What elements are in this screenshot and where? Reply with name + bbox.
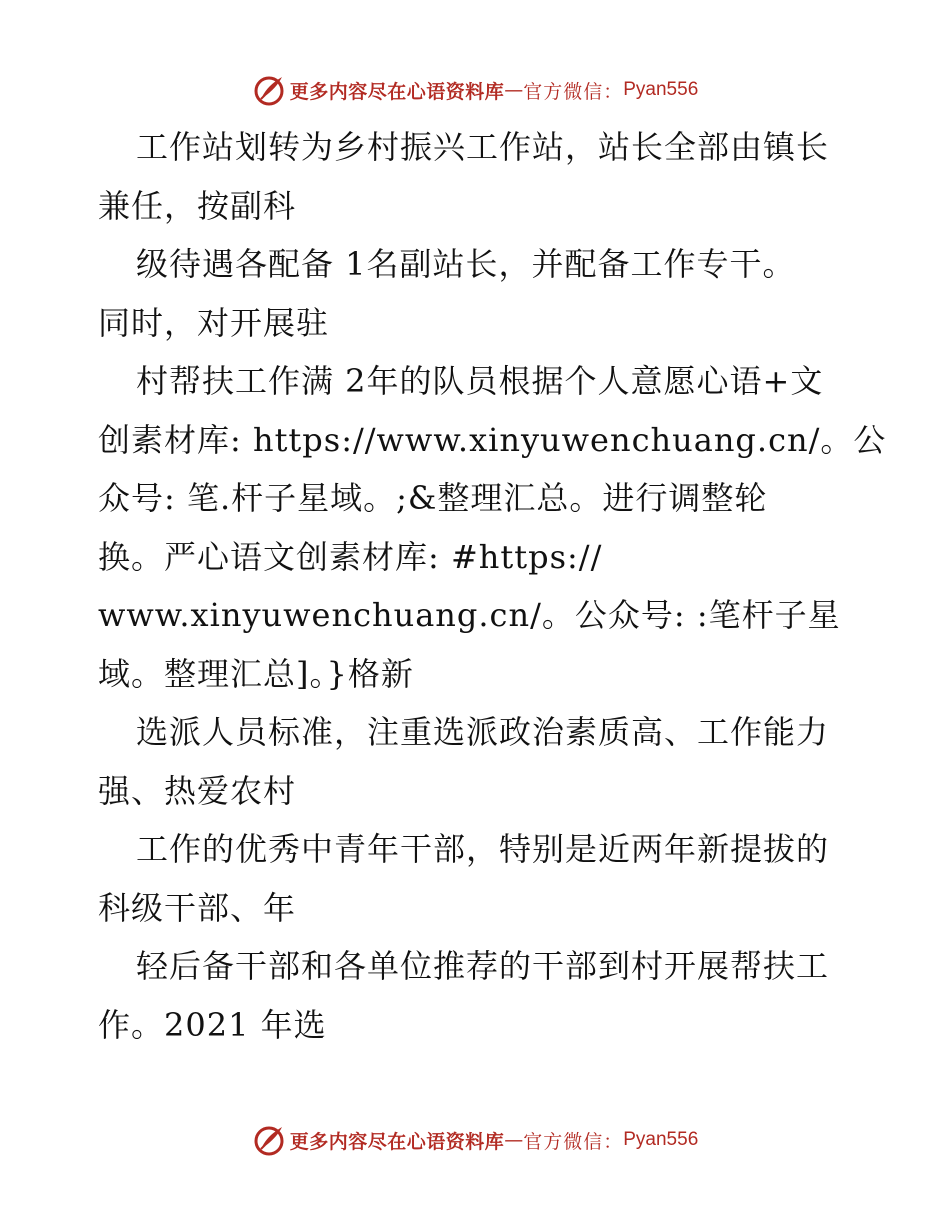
text-line: 村帮扶工作满 2年的队员根据个人意愿心语+文 <box>136 362 824 400</box>
text-line: 级待遇各配备 1名副站长，并配备工作专干。 <box>136 245 796 283</box>
text-line: 轻后备干部和各单位推荐的干部到村开展帮扶工 <box>136 947 830 985</box>
text-line: 科级干部、年 <box>98 888 297 927</box>
watermark-label: 官方微信： <box>523 1130 624 1153</box>
watermark-brand: 更多内容尽在心语资料库 <box>289 80 505 103</box>
watermark-dash: — <box>504 1129 524 1151</box>
text-line: 强、热爱农村 <box>98 771 297 810</box>
text-line: www.xinyuwenchuang.cn/。公众号: :笔杆子星 <box>98 596 841 634</box>
watermark-handle: Pyan556 <box>623 79 699 100</box>
text-line: 工作站划转为乡村振兴工作站，站长全部由镇长 <box>136 128 830 166</box>
footer-watermark <box>0 1120 950 1160</box>
text-line: 选派人员标准，注重选派政治素质高、工作能力 <box>136 713 830 751</box>
watermark-label: 官方微信： <box>523 80 624 103</box>
watermark-brand: 更多内容尽在心语资料库 <box>289 1130 505 1153</box>
text-line: 同时，对开展驻 <box>98 303 330 342</box>
header-watermark <box>0 70 950 110</box>
text-line: 域。整理汇总]。}格新 <box>98 654 414 693</box>
watermark-handle: Pyan556 <box>623 1129 699 1150</box>
text-line: 创素材库: https://www.xinyuwenchuang.cn/。公 <box>98 420 887 459</box>
text-line: 工作的优秀中青年干部，特别是近两年新提拔的 <box>136 830 830 868</box>
text-line: 换。严心语文创素材库: #https:// <box>98 537 603 576</box>
document-body <box>98 118 887 1054</box>
text-line: 兼任，按副科 <box>98 186 297 225</box>
text-line: 众号: 笔.杆子星域。;&整理汇总。进行调整轮 <box>98 479 768 517</box>
watermark-dash: — <box>504 79 524 101</box>
text-line: 作。2021 年选 <box>98 1005 327 1044</box>
feather-pen-in-circle-icon <box>252 73 286 107</box>
feather-pen-in-circle-icon <box>252 1123 286 1157</box>
